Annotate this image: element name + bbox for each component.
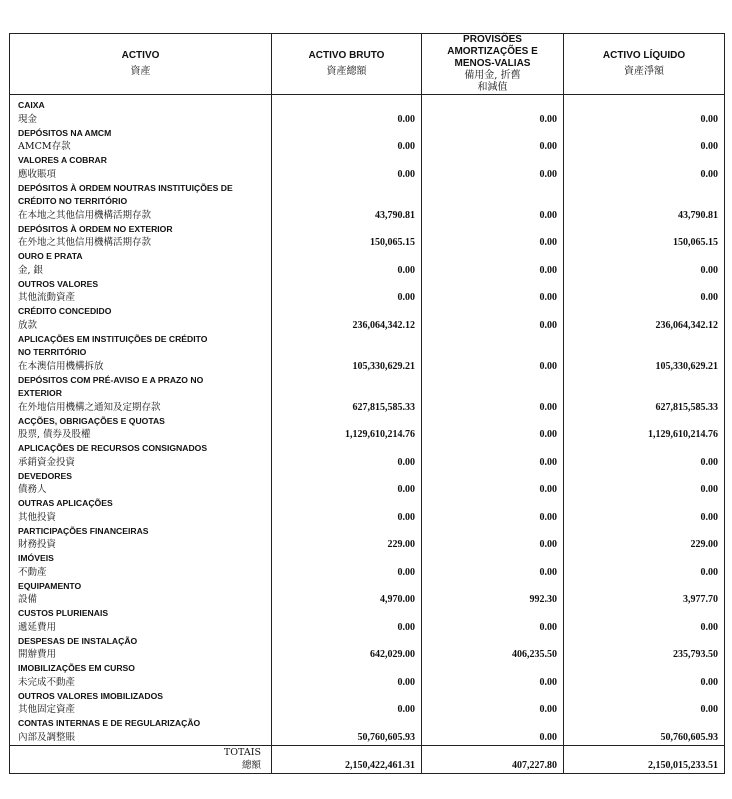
row-provisoes-value: 406,235.50: [422, 635, 564, 663]
row-label-zh: 在外地信用機構之通知及定期存款: [18, 401, 161, 413]
totals-provisoes: 407,227.80: [422, 745, 564, 773]
row-bruto-value: 642,029.00: [272, 635, 422, 663]
totals-label-pt: TOTAIS: [223, 746, 261, 758]
row-label: [10, 607, 272, 635]
row-liquido-value: 0.00: [564, 470, 725, 498]
table-row: [10, 552, 725, 580]
row-label-pt: PARTICIPAÇÕES FINANCEIRAS: [18, 525, 149, 536]
row-label: [10, 635, 272, 663]
row-label-pt: APLICAÇÕES EM INSTITUIÇÕES DE CRÉDITO: [18, 333, 208, 344]
header-activo-liquido: [564, 34, 725, 95]
header-activo-zh: 資產: [130, 66, 151, 77]
header-prov-pt-3: MENOS-VALIAS: [454, 58, 531, 69]
row-label: [10, 182, 272, 223]
row-liquido-value: 0.00: [564, 278, 725, 306]
row-label-pt: ACÇÕES, OBRIGAÇÕES E QUOTAS: [18, 415, 165, 426]
row-label: [10, 580, 272, 608]
table-row: [10, 127, 725, 155]
row-label-pt: CRÉDITO CONCEDIDO: [18, 306, 112, 316]
row-liquido-value: 43,790.81: [564, 182, 725, 223]
row-liquido-value: 0.00: [564, 552, 725, 580]
row-provisoes-value: 0.00: [422, 415, 564, 443]
row-provisoes-value: 992.30: [422, 580, 564, 608]
row-label-pt: APLICAÇÕES DE RECURSOS CONSIGNADOS: [18, 443, 208, 453]
row-bruto-value: 0.00: [272, 552, 422, 580]
row-label-zh: 不動產: [18, 566, 47, 578]
row-liquido-value: 0.00: [564, 154, 725, 182]
row-liquido-value: 0.00: [564, 250, 725, 278]
row-provisoes-value: 0.00: [422, 442, 564, 470]
row-bruto-value: 4,970.00: [272, 580, 422, 608]
table-row: [10, 717, 725, 745]
row-bruto-value: 0.00: [272, 662, 422, 690]
row-bruto-value: 105,330,629.21: [272, 333, 422, 374]
row-label-pt: DEPÓSITOS À ORDEM NO EXTERIOR: [18, 223, 173, 234]
row-provisoes-value: 0.00: [422, 470, 564, 498]
row-liquido-value: 50,760,605.93: [564, 717, 725, 745]
row-label: [10, 374, 272, 415]
header-bruto-zh: 資產總額: [326, 66, 367, 77]
row-label: [10, 525, 272, 553]
row-label-zh: 設備: [18, 594, 38, 605]
table-row: [10, 662, 725, 690]
row-bruto-value: 0.00: [272, 250, 422, 278]
row-label-pt: CRÉDITO NO TERRITÓRIO: [18, 196, 128, 206]
row-label-pt: NO TERRITÓRIO: [18, 347, 87, 357]
row-label: [10, 305, 272, 333]
row-label-pt: VALORES A COBRAR: [18, 155, 107, 165]
table-row: [10, 690, 725, 718]
row-label: [10, 690, 272, 718]
row-provisoes-value: 0.00: [422, 374, 564, 415]
table-row: [10, 525, 725, 553]
row-liquido-value: 150,065.15: [564, 223, 725, 251]
row-bruto-value: 0.00: [272, 127, 422, 155]
row-label-zh: 開辦費用: [18, 649, 57, 660]
table-header-row: [10, 34, 725, 95]
row-provisoes-value: 0.00: [422, 154, 564, 182]
row-liquido-value: 0.00: [564, 442, 725, 470]
table-row: [10, 470, 725, 498]
table-row: [10, 154, 725, 182]
row-provisoes-value: 0.00: [422, 552, 564, 580]
row-bruto-value: 229.00: [272, 525, 422, 553]
row-liquido-value: 235,793.50: [564, 635, 725, 663]
row-liquido-value: 627,815,585.33: [564, 374, 725, 415]
row-label-zh: 內部及調整賬: [18, 731, 76, 743]
totals-label: [10, 745, 272, 773]
row-liquido-value: 236,064,342.12: [564, 305, 725, 333]
header-activo-pt: ACTIVO: [121, 50, 160, 61]
row-provisoes-value: 0.00: [422, 127, 564, 155]
row-provisoes-value: 0.00: [422, 250, 564, 278]
header-provisoes: [422, 34, 564, 95]
row-liquido-value: 0.00: [564, 662, 725, 690]
row-label: [10, 717, 272, 745]
table-row: [10, 607, 725, 635]
row-label: [10, 552, 272, 580]
row-label-zh: 其他投資: [18, 511, 57, 523]
header-prov-zh-1: 備用金, 折舊: [464, 70, 521, 81]
table-row: [10, 250, 725, 278]
totals-bruto: 2,150,422,461.31: [272, 745, 422, 773]
row-label-zh: 應收賬項: [18, 168, 57, 180]
row-label-pt: DESPESAS DE INSTALAÇÃO: [18, 635, 138, 646]
row-label-pt: CUSTOS PLURIENAIS: [18, 608, 109, 618]
row-label-zh: 未完成不動產: [18, 676, 76, 688]
row-label: [10, 497, 272, 525]
row-label-zh: 遞延費用: [18, 621, 57, 633]
header-bruto-pt: ACTIVO BRUTO: [308, 50, 385, 61]
row-label-pt: EXTERIOR: [18, 388, 62, 398]
row-label-pt: OUTROS VALORES IMOBILIZADOS: [18, 690, 163, 701]
row-bruto-value: 0.00: [272, 607, 422, 635]
row-label-zh: 金, 銀: [18, 264, 44, 276]
row-label: [10, 250, 272, 278]
row-label: [10, 415, 272, 443]
header-liquido-pt: ACTIVO LÍQUIDO: [602, 50, 686, 61]
row-bruto-value: 0.00: [272, 470, 422, 498]
row-liquido-value: 0.00: [564, 95, 725, 127]
row-label: [10, 470, 272, 498]
row-label-pt: IMOBILIZAÇÕES EM CURSO: [18, 663, 135, 673]
header-prov-zh-2: 和減值: [477, 82, 508, 93]
row-bruto-value: 150,065.15: [272, 223, 422, 251]
row-label: [10, 333, 272, 374]
row-label-pt: DEPÓSITOS NA AMCM: [18, 127, 112, 138]
row-liquido-value: 0.00: [564, 607, 725, 635]
row-provisoes-value: 0.00: [422, 690, 564, 718]
row-bruto-value: 43,790.81: [272, 182, 422, 223]
row-liquido-value: 1,129,610,214.76: [564, 415, 725, 443]
header-activo: [10, 34, 272, 95]
table-row: [10, 95, 725, 127]
table-row: [10, 182, 725, 223]
row-bruto-value: 0.00: [272, 442, 422, 470]
row-bruto-value: 0.00: [272, 690, 422, 718]
row-provisoes-value: 0.00: [422, 497, 564, 525]
table-row: [10, 415, 725, 443]
row-label-zh: 在本澳信用機構拆放: [18, 360, 104, 372]
row-bruto-value: 1,129,610,214.76: [272, 415, 422, 443]
header-liquido-zh: 資產淨額: [624, 66, 664, 77]
row-label: [10, 278, 272, 306]
row-bruto-value: 0.00: [272, 154, 422, 182]
row-provisoes-value: 0.00: [422, 95, 564, 127]
totals-label-zh: 總額: [241, 759, 261, 771]
table-row: [10, 442, 725, 470]
row-label-pt: EQUIPAMENTO: [18, 580, 82, 591]
row-label-pt: DEVEDORES: [18, 470, 72, 481]
balance-sheet: [9, 33, 724, 782]
row-provisoes-value: 0.00: [422, 717, 564, 745]
row-liquido-value: 3,977.70: [564, 580, 725, 608]
table-row: [10, 374, 725, 415]
row-label-zh: 承銷資金投資: [18, 456, 76, 468]
row-provisoes-value: 0.00: [422, 662, 564, 690]
row-label: [10, 127, 272, 155]
row-liquido-value: 0.00: [564, 690, 725, 718]
row-label-zh: 現金: [18, 113, 38, 125]
row-bruto-value: 0.00: [272, 95, 422, 127]
row-label-zh: 其他固定資產: [18, 704, 76, 715]
row-label: [10, 223, 272, 251]
row-label: [10, 442, 272, 470]
row-provisoes-value: 0.00: [422, 278, 564, 306]
row-label: [10, 95, 272, 127]
row-provisoes-value: 0.00: [422, 607, 564, 635]
totals-row: [10, 745, 725, 773]
table-row: [10, 278, 725, 306]
row-provisoes-value: 0.00: [422, 182, 564, 223]
row-label: [10, 662, 272, 690]
table-row: [10, 580, 725, 608]
table-row: [10, 305, 725, 333]
row-label-zh: 債務人: [18, 484, 47, 495]
table-row: [10, 333, 725, 374]
row-bruto-value: 236,064,342.12: [272, 305, 422, 333]
row-provisoes-value: 0.00: [422, 333, 564, 374]
row-liquido-value: 0.00: [564, 127, 725, 155]
row-label-zh: 在本地之其他信用機構活期存款: [18, 209, 152, 221]
row-label-pt: DEPÓSITOS À ORDEM NOUTRAS INSTITUIÇÕES DE: [18, 182, 233, 193]
header-prov-pt-2: AMORTIZAÇÕES E: [447, 46, 538, 57]
row-label-pt: IMÓVEIS: [18, 553, 54, 563]
row-label: [10, 154, 272, 182]
row-provisoes-value: 0.00: [422, 305, 564, 333]
row-bruto-value: 627,815,585.33: [272, 374, 422, 415]
row-label-pt: OUTRAS APLICAÇÕES: [18, 498, 113, 508]
totals-liquido: 2,150,015,233.51: [564, 745, 725, 773]
row-label-pt: OURO E PRATA: [18, 251, 83, 261]
row-liquido-value: 105,330,629.21: [564, 333, 725, 374]
table-row: [10, 223, 725, 251]
row-liquido-value: 229.00: [564, 525, 725, 553]
row-provisoes-value: 0.00: [422, 525, 564, 553]
row-label-pt: CONTAS INTERNAS E DE REGULARIZAÇÃO: [18, 718, 201, 728]
table-row: [10, 497, 725, 525]
row-label-zh: 財務投資: [18, 539, 57, 550]
row-bruto-value: 0.00: [272, 278, 422, 306]
row-label-zh: AMCM存款: [18, 141, 71, 152]
header-activo-bruto: [272, 34, 422, 95]
row-label-zh: 放款: [18, 319, 38, 331]
header-prov-pt-1: PROVISÕES: [463, 34, 522, 45]
row-label-zh: 其他流動資產: [18, 292, 76, 303]
row-liquido-value: 0.00: [564, 497, 725, 525]
row-bruto-value: 50,760,605.93: [272, 717, 422, 745]
row-label-pt: CAIXA: [18, 100, 45, 110]
row-provisoes-value: 0.00: [422, 223, 564, 251]
row-label-pt: OUTROS VALORES: [18, 278, 99, 289]
row-label-zh: 在外地之其他信用機構活期存款: [18, 237, 152, 248]
row-label-pt: DEPÓSITOS COM PRÉ-AVISO E A PRAZO NO: [18, 374, 204, 385]
asset-table: [9, 33, 725, 774]
row-bruto-value: 0.00: [272, 497, 422, 525]
row-label-zh: 股票, 債券及股權: [18, 429, 91, 440]
table-row: [10, 635, 725, 663]
